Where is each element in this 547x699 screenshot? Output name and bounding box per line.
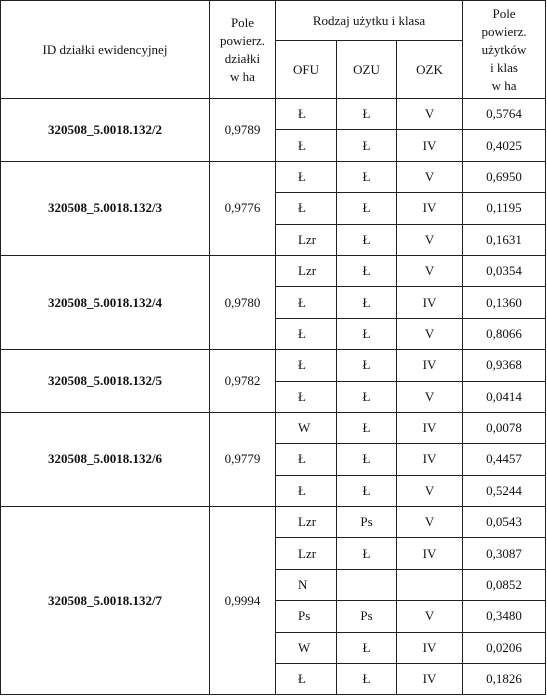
table-row [1, 412, 546, 443]
ozk-cell: V [397, 601, 463, 632]
use-area-cell: 0,0078 [463, 412, 546, 443]
ofu-cell: W [276, 632, 337, 663]
header-parcel-area [210, 1, 276, 99]
use-area-cell: 0,4025 [463, 130, 546, 161]
table-row [1, 507, 546, 538]
parcel-id: 320508_5.0018.132/4 [1, 255, 210, 349]
ofu-cell: N [276, 569, 337, 600]
parcel-id: 320508_5.0018.132/6 [1, 412, 210, 506]
ozu-cell: Ł [337, 664, 397, 695]
ozk-cell: V [397, 224, 463, 255]
use-area-cell: 0,5764 [463, 99, 546, 130]
header-parcel-area-line: działki [224, 50, 261, 66]
ozu-cell: Ps [337, 601, 397, 632]
header-ozu: OZU [337, 41, 397, 99]
ozu-cell: Ł [337, 130, 397, 161]
use-area-cell: 0,5244 [463, 475, 546, 506]
use-area-cell: 0,0414 [463, 381, 546, 412]
ozk-cell: IV [397, 193, 463, 224]
ozk-cell: V [397, 475, 463, 506]
header-ofu: OFU [276, 41, 337, 99]
ozu-cell [337, 569, 397, 600]
ozk-cell: IV [397, 130, 463, 161]
ofu-cell: Ł [276, 475, 337, 506]
ozu-cell: Ł [337, 412, 397, 443]
use-area-cell: 0,1826 [463, 664, 546, 695]
table-row [1, 99, 546, 130]
parcel-area: 0,9782 [210, 350, 276, 413]
header-use-type-group: Rodzaj użytku i klasa [276, 1, 463, 41]
parcel-id: 320508_5.0018.132/7 [1, 507, 210, 695]
ofu-cell: Ł [276, 99, 337, 130]
ozu-cell: Ł [337, 255, 397, 286]
parcel-area: 0,9994 [210, 507, 276, 695]
ozk-cell: IV [397, 632, 463, 663]
use-area-cell: 0,4457 [463, 444, 546, 475]
ozk-cell: IV [397, 412, 463, 443]
ozu-cell: Ł [337, 538, 397, 569]
parcel-id: 320508_5.0018.132/3 [1, 161, 210, 255]
table-row [1, 255, 546, 286]
ozk-cell: V [397, 381, 463, 412]
ofu-cell: Ł [276, 193, 337, 224]
use-area-cell: 0,8066 [463, 318, 546, 349]
ozu-cell: Ł [337, 318, 397, 349]
parcel-area: 0,9776 [210, 161, 276, 255]
use-area-cell: 0,1631 [463, 224, 546, 255]
header-use-area-line: powierz. [481, 23, 527, 39]
ozu-cell: Ps [337, 507, 397, 538]
ofu-cell: Ł [276, 318, 337, 349]
ozk-cell: IV [397, 287, 463, 318]
ofu-cell: Lzr [276, 538, 337, 569]
ozk-cell: V [397, 507, 463, 538]
ofu-cell: Lzr [276, 224, 337, 255]
ozu-cell: Ł [337, 99, 397, 130]
ozk-cell: V [397, 161, 463, 192]
table-body [1, 99, 546, 695]
ozk-cell: V [397, 318, 463, 349]
header-parcel-id: ID działki ewidencyjnej [1, 1, 210, 99]
ozu-cell: Ł [337, 350, 397, 381]
parcel-id: 320508_5.0018.132/5 [1, 350, 210, 413]
ozk-cell: IV [397, 444, 463, 475]
ozu-cell: Ł [337, 161, 397, 192]
ozu-cell: Ł [337, 381, 397, 412]
header-parcel-area-line: powierz. [219, 32, 266, 48]
ofu-cell: Ł [276, 350, 337, 381]
parcel-id: 320508_5.0018.132/2 [1, 99, 210, 162]
parcel-area: 0,9780 [210, 255, 276, 349]
use-area-cell: 0,3480 [463, 601, 546, 632]
ozu-cell: Ł [337, 287, 397, 318]
use-area-cell: 0,0354 [463, 255, 546, 286]
parcel-area: 0,9779 [210, 412, 276, 506]
use-area-cell: 0,3087 [463, 538, 546, 569]
ofu-cell: Lzr [276, 255, 337, 286]
header-parcel-area-line: w ha [230, 68, 255, 84]
ofu-cell: Lzr [276, 507, 337, 538]
ozu-cell: Ł [337, 444, 397, 475]
ofu-cell: Ł [276, 444, 337, 475]
use-area-cell: 0,1195 [463, 193, 546, 224]
ofu-cell: Ł [276, 287, 337, 318]
header-use-area [463, 1, 546, 99]
ofu-cell: Ps [276, 601, 337, 632]
header-parcel-area-line: Pole [230, 14, 255, 30]
header-use-area-line: i klas [490, 59, 518, 75]
ozk-cell: IV [397, 350, 463, 381]
ozu-cell: Ł [337, 632, 397, 663]
ozk-cell: V [397, 99, 463, 130]
ozk-cell: V [397, 255, 463, 286]
use-area-cell: 0,0206 [463, 632, 546, 663]
ozu-cell: Ł [337, 475, 397, 506]
ozk-cell [397, 569, 463, 600]
use-area-cell: 0,6950 [463, 161, 546, 192]
header-use-area-line: Pole [492, 5, 516, 21]
ofu-cell: W [276, 412, 337, 443]
header-use-area-line: użytków [481, 41, 527, 57]
parcel-area: 0,9789 [210, 99, 276, 162]
header-ozk: OZK [397, 41, 463, 99]
ofu-cell: Ł [276, 381, 337, 412]
table-row [1, 161, 546, 192]
ofu-cell: Ł [276, 161, 337, 192]
ozk-cell: IV [397, 664, 463, 695]
use-area-cell: 0,9368 [463, 350, 546, 381]
use-area-cell: 0,1360 [463, 287, 546, 318]
ofu-cell: Ł [276, 130, 337, 161]
use-area-cell: 0,0543 [463, 507, 546, 538]
header-use-area-line: w ha [491, 77, 517, 93]
table-row [1, 350, 546, 381]
ozu-cell: Ł [337, 193, 397, 224]
use-area-cell: 0,0852 [463, 569, 546, 600]
ofu-cell: Ł [276, 664, 337, 695]
ozk-cell: IV [397, 538, 463, 569]
ozu-cell: Ł [337, 224, 397, 255]
